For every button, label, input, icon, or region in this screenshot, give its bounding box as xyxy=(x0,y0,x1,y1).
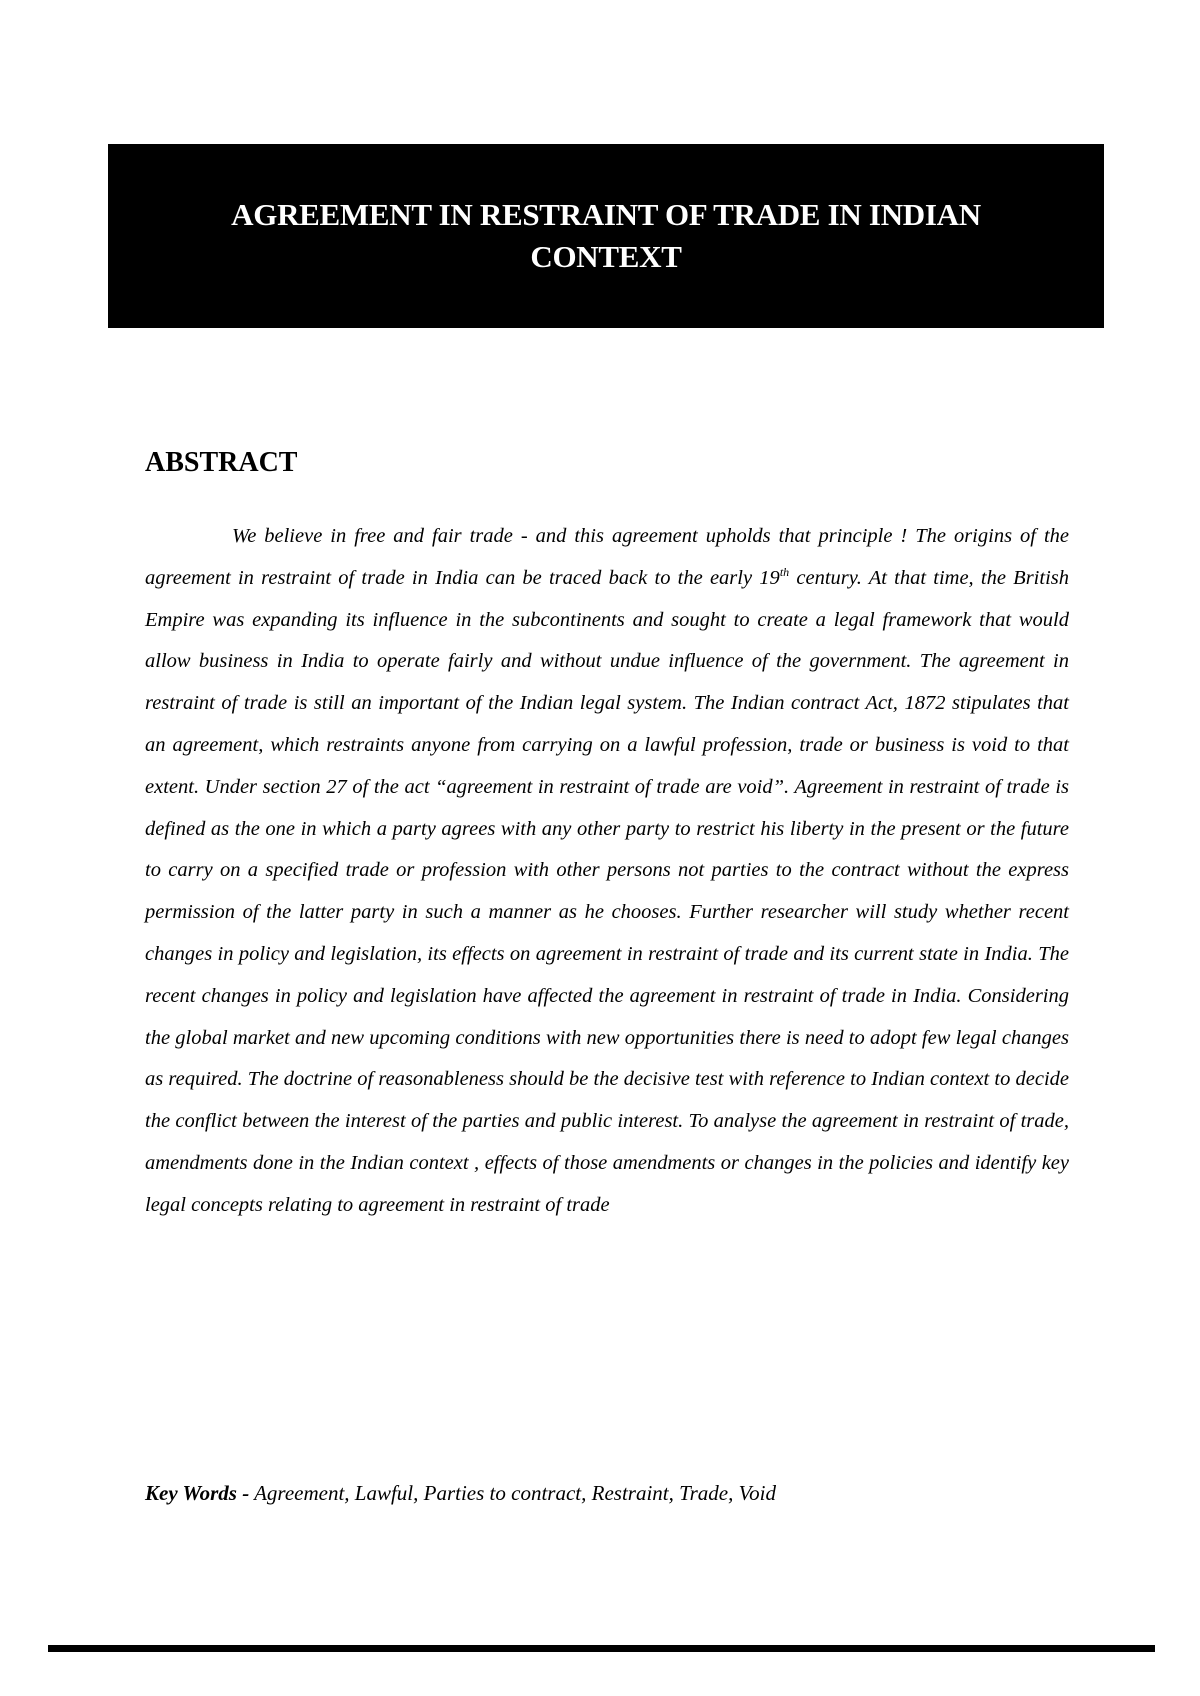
keywords-list: Agreement, Lawful, Parties to contract, Restraint, Trade, Void xyxy=(249,1481,776,1505)
abstract-body xyxy=(145,516,1069,1227)
abstract-text-part-1: We believe in free and fair trade - and this agreement upholds that principle ! The origins of the agreement in restraint of trade in India can be traced back to the early 19 xyxy=(145,525,1069,589)
paper-title-line-1: AGREEMENT IN RESTRAINT OF TRADE IN INDIAN xyxy=(231,197,981,232)
footer-rule xyxy=(48,1645,1155,1652)
title-banner xyxy=(108,144,1104,328)
keywords-label: Key Words - xyxy=(145,1481,250,1505)
abstract-text-part-2: century. At that time, the British Empire was expanding its influence in the subcontinents and sought to create a legal framework that would allow business in India to operate fairly and without undue influence of the government. The agreement in restraint of trade is still an important of the Indian legal system. The Indian contract Act, 1872 stipulates that an agreement, which restraints anyone from carrying on a lawful profession, trade or business is void to that extent. Under section 27 of the act “agreement in restraint of trade are void”. Agreement in restraint of trade is defined as the one in which a party agrees with any other party to restrict his liberty in the present or the future to carry on a specified trade or profession with other persons not parties to the contract without the express permission of the latter party in such a manner as he chooses. Further researcher will study whether recent changes in policy and legislation, its effects on agreement in restraint of trade and its current state in India. The recent changes in policy and legislation have affected the agreement in restraint of trade in India. Considering the global market and new upcoming conditions with new opportunities there is need to adopt few legal changes as required. The doctrine of reasonableness should be the decisive test with reference to Indian context to decide the conflict between the interest of the parties and public interest. To analyse the agreement in restraint of trade, amendments done in the Indian context , effects of those amendments or changes in the policies and identify key legal concepts relating to agreement in restraint of trade xyxy=(145,566,1069,1216)
keywords-line xyxy=(145,1478,776,1508)
abstract-heading: ABSTRACT xyxy=(145,447,298,478)
paper-title xyxy=(231,194,981,278)
ordinal-superscript: th xyxy=(779,564,790,579)
paper-title-line-2: CONTEXT xyxy=(530,239,682,274)
